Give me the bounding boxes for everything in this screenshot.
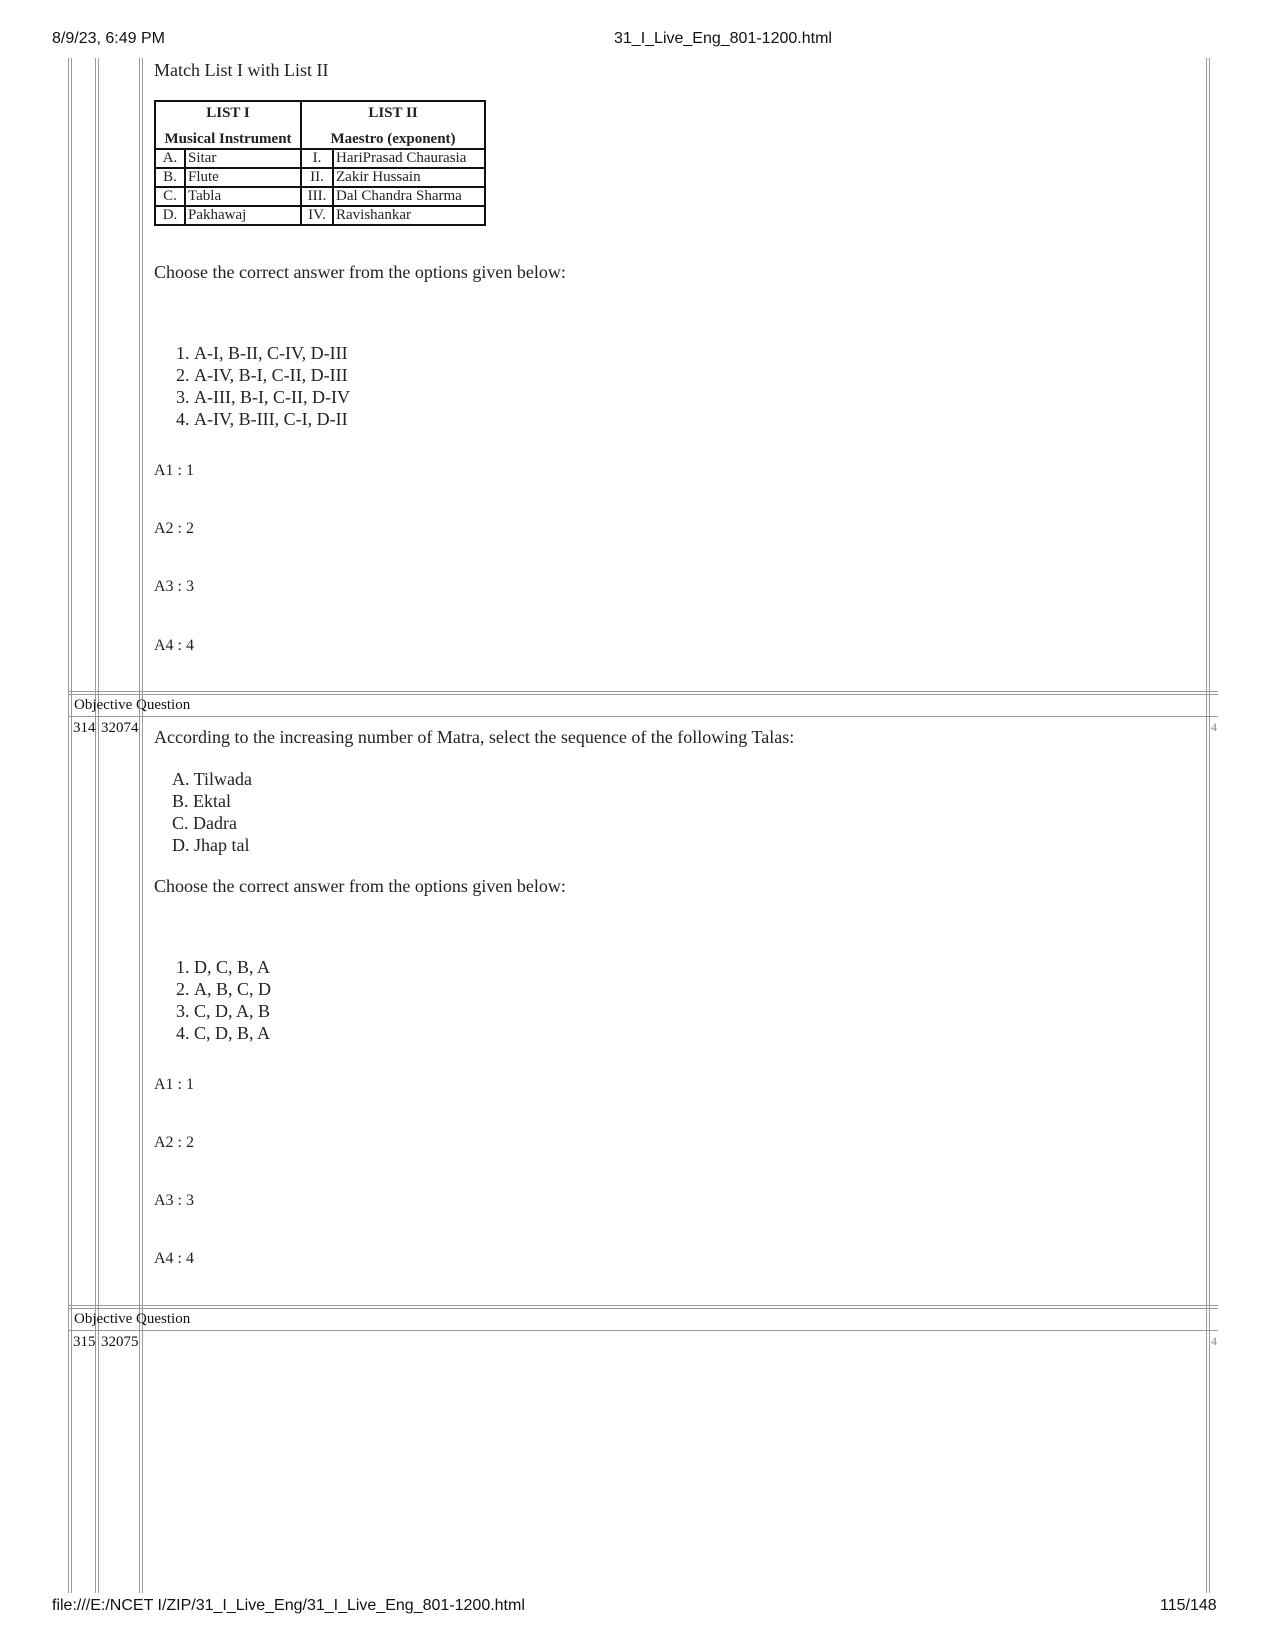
list-item: D. Jhap tal [172, 835, 250, 855]
row-label: II. [301, 168, 333, 187]
table-border [1209, 58, 1210, 1593]
row-divider [68, 1330, 1218, 1331]
question-intro: Match List I with List II [154, 60, 329, 80]
question-type-label: Objective Question [74, 697, 191, 713]
list2-title: LIST II [301, 101, 485, 124]
marks-value: 4 [1211, 720, 1217, 734]
print-filename: 31_I_Live_Eng_801-1200.html [614, 30, 832, 47]
print-datetime: 8/9/23, 6:49 PM [52, 30, 165, 47]
question-id: 32074 [101, 720, 139, 736]
match-table-container [154, 100, 486, 226]
option-item: 1. A-I, B-II, C-IV, D-III [194, 342, 350, 364]
row-divider [68, 694, 1218, 695]
tala-items [154, 768, 252, 856]
table-border [98, 58, 99, 1593]
row-label: I. [301, 149, 333, 168]
list1-title: LIST I [155, 101, 301, 124]
options-list [154, 956, 271, 1044]
maestro-cell: HariPrasad Chaurasia [333, 149, 485, 168]
table-row [155, 168, 485, 187]
answer-option: A3 : 3 [154, 1192, 194, 1209]
question-type-label: Objective Question [74, 1311, 191, 1327]
answer-option: A3 : 3 [154, 578, 194, 595]
option-item: 3. A-III, B-I, C-II, D-IV [194, 386, 350, 408]
list-item: A. Tilwada [172, 769, 253, 789]
option-item: 4. A-IV, B-III, C-I, D-II [194, 408, 350, 430]
answer-option: A4 : 4 [154, 1250, 194, 1267]
table-border [68, 58, 69, 1593]
table-row [155, 206, 485, 225]
answer-option: A4 : 4 [154, 637, 194, 654]
row-label: D. [155, 206, 185, 225]
instrument-cell: Flute [185, 168, 301, 187]
option-item: 2. A, B, C, D [194, 978, 271, 1000]
table-row [155, 187, 485, 206]
row-divider [68, 1308, 1218, 1309]
print-file-path: file:///E:/NCET I/ZIP/31_I_Live_Eng/31_I_Live_Eng_801-1200.html [52, 1597, 525, 1614]
row-label: IV. [301, 206, 333, 225]
maestro-cell: Dal Chandra Sharma [333, 187, 485, 206]
instrument-cell: Pakhawaj [185, 206, 301, 225]
list2-subtitle: Maestro (exponent) [301, 124, 485, 149]
answer-option: A2 : 2 [154, 520, 194, 537]
option-item: 1. D, C, B, A [194, 956, 271, 978]
answer-option: A1 : 1 [154, 462, 194, 479]
question-text: According to the increasing number of Matra, select the sequence of the following Talas: [154, 727, 795, 747]
question-id: 32075 [101, 1334, 139, 1350]
row-label: C. [155, 187, 185, 206]
table-border [1206, 58, 1207, 1593]
maestro-cell: Ravishankar [333, 206, 485, 225]
answer-option: A1 : 1 [154, 1076, 194, 1093]
list1-subtitle: Musical Instrument [155, 124, 301, 149]
option-item: 3. C, D, A, B [194, 1000, 271, 1022]
marks-value: 4 [1211, 1334, 1217, 1348]
maestro-cell: Zakir Hussain [333, 168, 485, 187]
choose-instruction: Choose the correct answer from the options given below: [154, 262, 566, 282]
list-item: C. Dadra [172, 813, 237, 833]
table-border [142, 58, 143, 1593]
option-item: 4. C, D, B, A [194, 1022, 271, 1044]
page-number: 115/148 [1160, 1597, 1217, 1614]
row-divider [68, 691, 1218, 692]
serial-number: 315 [73, 1334, 96, 1350]
answer-option: A2 : 2 [154, 1134, 194, 1151]
instrument-cell: Tabla [185, 187, 301, 206]
row-label: B. [155, 168, 185, 187]
instrument-cell: Sitar [185, 149, 301, 168]
table-row [155, 149, 485, 168]
serial-number: 314 [73, 720, 96, 736]
options-list [154, 342, 350, 430]
row-label: A. [155, 149, 185, 168]
match-table [154, 100, 486, 226]
row-label: III. [301, 187, 333, 206]
row-divider [68, 1305, 1218, 1306]
option-item: 2. A-IV, B-I, C-II, D-III [194, 364, 350, 386]
list-item: B. Ektal [172, 791, 231, 811]
choose-instruction: Choose the correct answer from the options given below: [154, 876, 566, 896]
row-divider [68, 716, 1218, 717]
table-border [95, 58, 96, 1593]
table-border [139, 58, 140, 1593]
table-border [71, 58, 72, 1593]
